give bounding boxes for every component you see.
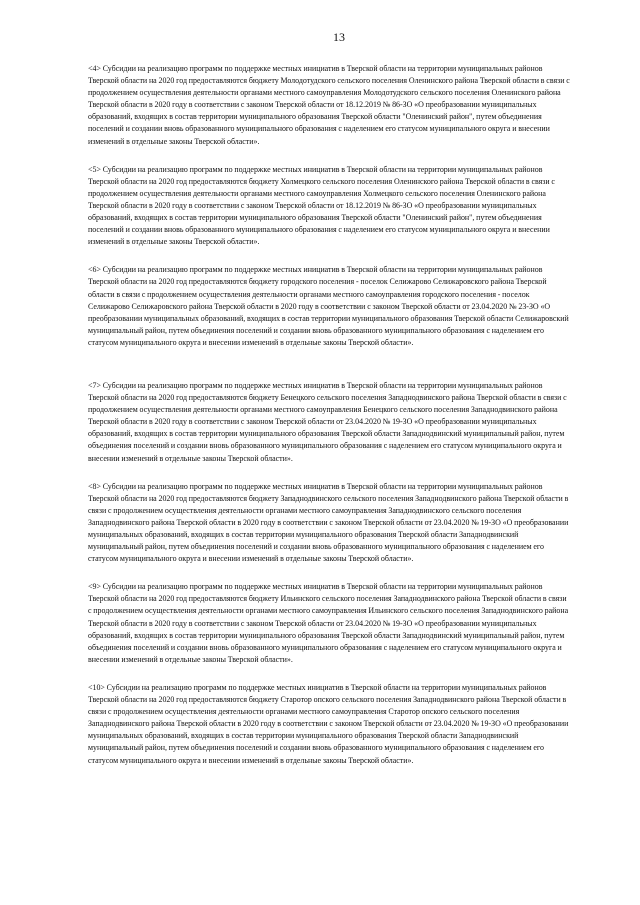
footnote-paragraph-10: <10> Субсидии на реализацию программ по поддержке местных инициатив в Тверской области на территории муниципальных районов Тверской области на 2020 год предоставляются бюджету Старотор опского сельского поселения Западнодвинского района Тверской области в связи с продолжением осуществления деятельности органами местного самоуправления Старотор опского сельского поселения Западнодвинского района Тверской области в 2020 году в соответствии с законом Тверской области от 23.04.2020 № 19-ЗО «О преобразовании муниципальных образований, входящих в состав территории муниципального образования Тверской области Западнодвинский муниципальный район, путем объединения поселений и создании вновь образованного муниципального образования с наделением его статусом муниципального округа и внесении изменений в отдельные законы Тверской области». — [88, 682, 569, 765]
footnote-paragraph-9: <9> Субсидии на реализацию программ по поддержке местных инициатив в Тверской области на территории муниципальных районов Тверской области на 2020 год предоставляются бюджету Ильинского сельского поселения Западнодвинского района Тверской области в связи с продолжением осуществления деятельности органами местного самоуправления Ильинского сельского поселения Западнодвинского района Тверской области в 2020 году в соответствии с законом Тверской области от 23.04.2020 № 19-ЗО «О преобразовании муниципальных образований, входящих в состав территории муниципального образования Тверской области Западнодвинский муниципальный район, путем объединения поселений и создании вновь образованного муниципального образования с наделением его статусом муниципального округа и внесении изменений в отдельные законы Тверской области». — [88, 582, 569, 664]
document-page — [88, 30, 570, 767]
footnote-paragraph-5: <5> Субсидии на реализацию программ по поддержке местных инициатив в Тверской области на территории муниципальных районов Тверской области на 2020 год предоставляются бюджету Холмецкого сельского поселения Оленинского района Тверской области в связи с продолжением осуществления деятельности органами местного самоуправления Холмецкого сельского поселения Оленинского района Тверской области в 2020 году в соответствии с законом Тверской области от 18.12.2019 № 86-ЗО «О преобразовании муниципальных образований, входящих в состав территории муниципального образования Тверской области "Оленинский район", путем объединения поселений и создании вновь образованного муниципального образования с наделением его статусом муниципального округа и внесении изменений в отдельные законы Тверской области». — [88, 164, 555, 247]
footnote-paragraph-7: <7> Субсидии на реализацию программ по поддержке местных инициатив в Тверской области на территории муниципальных районов Тверской области на 2020 год предоставляются бюджету Бенецкого сельского поселения Западнодвинского района Тверской области в связи с продолжением осуществления деятельности органами местного самоуправления Бенецкого сельского поселения Западнодвинского района Тверской области в 2020 году в соответствии с законом Тверской области от 23.04.2020 № 19-ЗО «О преобразовании муниципальных образований, входящих в состав территории муниципального образования Тверской области Западнодвинский муниципальный район, путем объединения поселений и создании вновь образованного муниципального образования с наделением его статусом муниципального округа и внесении изменений в отдельные законы Тверской области». — [88, 380, 567, 463]
footnote-paragraph-8: <8> Субсидии на реализацию программ по поддержке местных инициатив в Тверской области на территории муниципальных районов Тверской области на 2020 год предоставляются бюджету Западнодвинского сельского поселения Западнодвинского района Тверской области в связи с продолжением осуществления деятельности органами местного самоуправления Западнодвинского сельского поселения Западнодвинского района Тверской области в 2020 году в соответствии с законом Тверской области от 23.04.2020 № 19-ЗО «О преобразовании муниципальных образований, входящих в состав территории муниципального образования Тверской области Западнодвинский муниципальный район, путем объединения поселений и создании вновь образованного муниципального образования с наделением его статусом муниципального округа и внесении изменений в отдельные законы Тверской области». — [88, 481, 569, 564]
page-number: 13 — [333, 30, 345, 44]
footnote-paragraph-6: <6> Субсидии на реализацию программ по поддержке местных инициатив в Тверской области на территории муниципальных районов Тверской области на 2020 год предоставляются бюджету городского поселения - поселок Селижарово Селижаровского района Тверской области в связи с продолжением осуществления деятельности органами местного самоуправления городского поселения - поселок Селижарово Селижаровского района Тверской области в 2020 году в соответствии с законом Тверской области от 23.04.2020 № 23-ЗО «О преобразовании муниципальных образований, входящих в состав территории муниципального образования Тверской области Селижаровский муниципальный район, путем объединения поселений и создании вновь образованного муниципального образования с наделением его статусом муниципального округа и внесении изменений в отдельные законы Тверской области». — [88, 265, 569, 347]
footnote-paragraph-4: <4> Субсидии на реализацию программ по поддержке местных инициатив в Тверской области на территории муниципальных районов Тверской области на 2020 год предоставляются бюджету Молодотудского сельского поселения Оленинского района Тверской области в связи с продолжением осуществления деятельности органами местного самоуправления Молодотудского сельского поселения Оленинского района Тверской области в 2020 году в соответствии с законом Тверской области от 18.12.2019 № 86-ЗО «О преобразовании муниципальных образований, входящих в состав территории муниципального образования Тверской области "Оленинский район", путем объединения поселений и создании вновь образованного муниципального образования с наделением его статусом муниципального округа и внесении изменений в отдельные законы Тверской области». — [88, 64, 570, 146]
